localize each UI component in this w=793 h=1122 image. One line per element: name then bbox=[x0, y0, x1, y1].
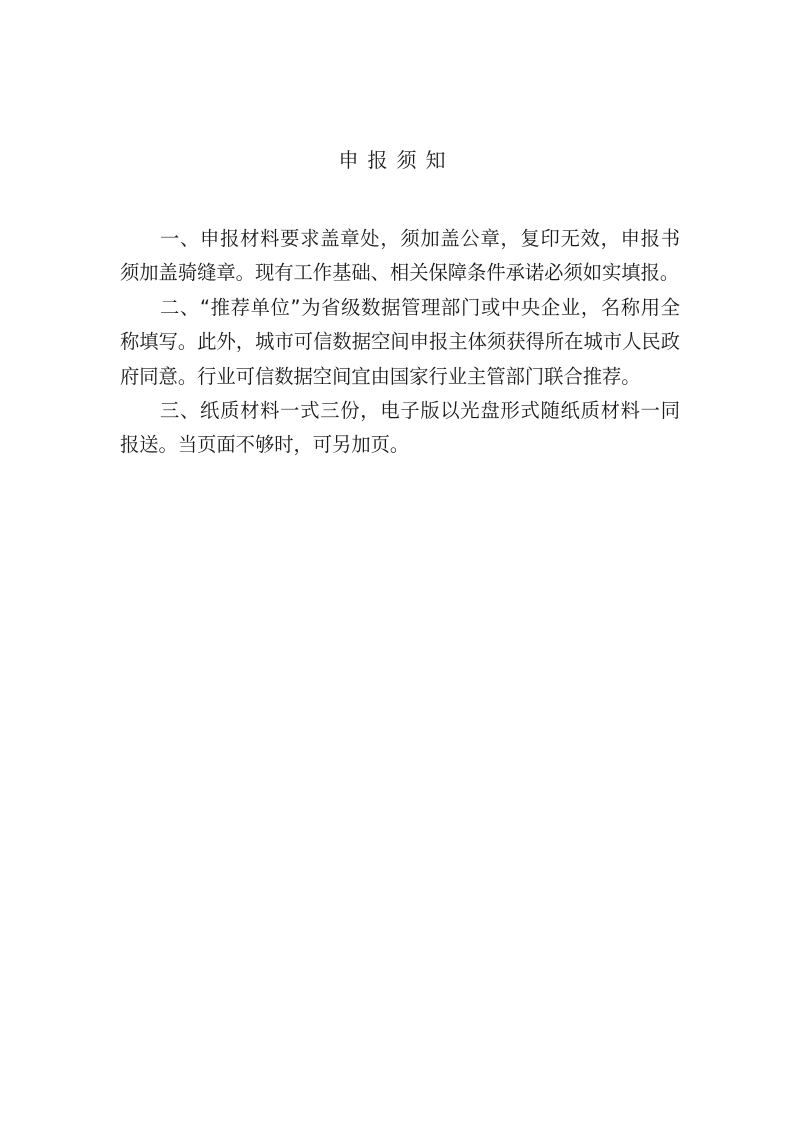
notice-paragraph-3: 三、纸质材料一式三份，电子版以光盘形式随纸质材料一同报送。当页面不够时，可另加页。 bbox=[120, 399, 680, 457]
notice-paragraph-1: 一、申报材料要求盖章处，须加盖公章，复印无效，申报书须加盖骑缝章。现有工作基础、相关保障条件承诺必须如实填报。 bbox=[120, 227, 680, 285]
notice-paragraph-2: 二、“推荐单位”为省级数据管理部门或中央企业，名称用全称填写。此外，城市可信数据空间申报主体须获得所在城市人民政府同意。行业可信数据空间宜由国家行业主管部门联合推荐。 bbox=[120, 295, 680, 388]
notice-body bbox=[120, 222, 680, 463]
page-title: 申报须知 bbox=[338, 148, 455, 172]
